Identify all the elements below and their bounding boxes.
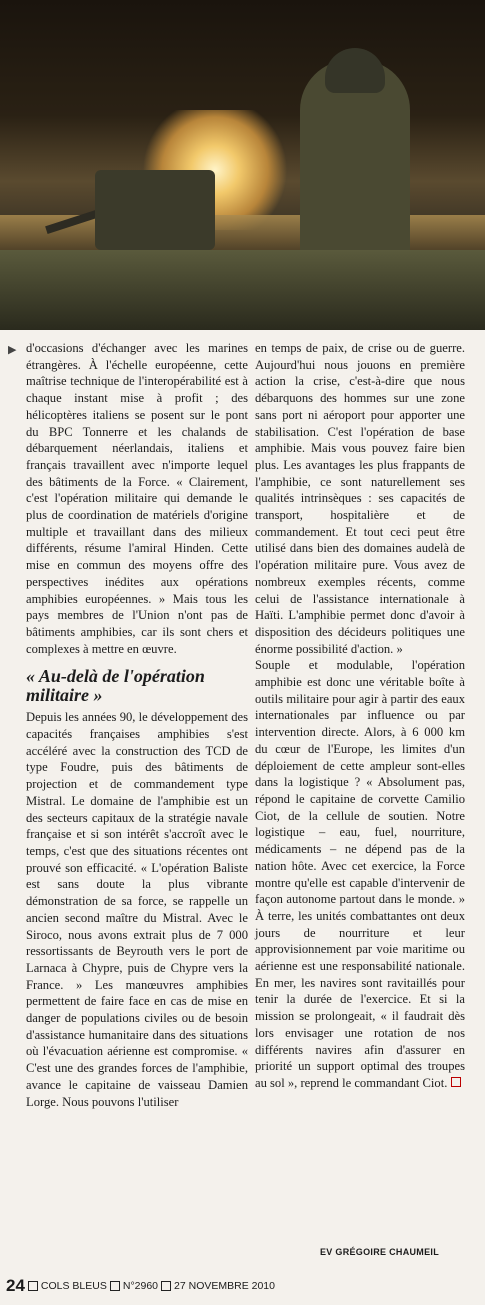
- article-paragraph: d'occasions d'échanger avec les marines étrangères. À l'échelle européenne, cette maîtrise technique de l'interopérabilité est à chaque instant mise à profit ; des hélicoptères italiens se posent sur le pont du BPC Tonnerre et les chalands de débarquement néerlandais, italiens et français travaillent avec n'importe lequel des bâtiments de la Force. « Clairement, c'est l'opération militaire qui demande le plus de coordination de matériels d'origine multiple et travaillant dans des milieux différents, résume l'amiral Hinden. Cette mise en commun des moyens offre des perspectives inédites aux opérations amphibies européennes. » Mais tous les pays membres de l'Union n'ont pas de bâtiments amphibies, car ils sont chers et complexes à mettre en œuvre.: [26, 341, 248, 656]
- square-icon: [28, 1281, 38, 1291]
- issue-date: 27 NOVEMBRE 2010: [174, 1280, 275, 1292]
- end-square-icon: [451, 1077, 461, 1087]
- article-column-right: [255, 340, 465, 1092]
- article-paragraph-text: Souple et modulable, l'opération amphibie est donc une véritable boîte à outils militaire pour agir à partir des eaux internationales par influence ou par intervention directe. Alors, à 6 000 km du cœur de l'Europe, les limites d'un déploiement de cette ampleur sont-elles dans la logistique ? « Absolument pas, répond le capitaine de corvette Camilio Ciot, de la cellule de soutien. Notre logistique – eau, fuel, nourriture, médicaments – ne dépend pas de la nation hôte. Avec cet exercice, la Force montre qu'elle est capable d'intervenir de façon autonome partout dans le monde. » À terre, les unités combattantes ont deux jours de nourriture et leur approvisionnement par voie maritime ou aérienne est une responsabilité nationale. En mer, les navires sont ravitaillés pour tenir la durée de l'exercice. Et si la mission se prolongeait, « il faudrait dès lors envisager une rotation de nos différents navires afin d'assurer en priorité un support optimal des troupes au sol », reprend le commandant Ciot.: [255, 658, 465, 1090]
- header-photo: [0, 0, 485, 330]
- article-subhead: « Au-delà de l'opération militaire »: [26, 666, 205, 706]
- article-paragraph: [255, 657, 465, 1091]
- page-footer: [6, 1276, 275, 1296]
- triangle-arrow-icon: ▶: [8, 343, 17, 356]
- author-byline: EV GRÉGOIRE CHAUMEIL: [320, 1247, 440, 1257]
- gun-mount: [95, 170, 215, 250]
- article-paragraph: en temps de paix, de crise ou de guerre. Aujourd'hui nous jouons en première action la crise, c'est-à-dire que nous débarquons des hommes sur une zone sans port ni aéroport pour apporter une stabilisation. C'est l'opération de base amphibie. Mais vous pouvez faire bien plus. Les avantages les plus frappants de l'amphibie, ce sont naturellement ses qualités intrinsèques : ses capacités de transport, hospitalière et de commandement. Et tout ceci peut être utilisé dans bien des domaines audelà de l'opération militaire pure. Vous avez de nombreux exemples récents, comme celui de l'assistance internationale à Haïti. L'amphibie permet donc d'avoir à disposition des décideurs politiques une énorme possibilité d'action. »: [255, 341, 465, 656]
- article-column-left: [26, 340, 248, 1110]
- square-icon: [161, 1281, 171, 1291]
- magazine-name: COLS BLEUS: [40, 1280, 107, 1292]
- issue-number: N°2960: [122, 1280, 159, 1292]
- page-number: 24: [6, 1276, 25, 1295]
- helmet-shape: [325, 48, 385, 93]
- vehicle-hull: [0, 250, 485, 330]
- square-icon: [110, 1281, 120, 1291]
- article-paragraph: Depuis les années 90, le développement des capacités françaises amphibies s'est accéléré avec la construction des TCD de type Foudre, puis des bâtiments de projection et de commandement type Mistral. Le domaine de l'amphibie est un des secteurs capitaux de la stratégie navale française et si son intérêt s'accroît avec le temps, c'est que des situations récentes ont prouvé son efficacité. « L'opération Baliste est sans doute la plus vibrante démonstration de sa force, se rappelle un ancien second maître du Mistral. Avec le Siroco, nous avons extrait plus de 7 000 ressortissants de Beyrouth vers le port de Larnaca à Chypre, puis de Chypre vers la France. » Les manœuvres amphibies permettent de faire face en cas de mise en danger de populations civiles ou de besoin d'assistance humanitaire dans des situations où l'évacuation aérienne est compromise. « C'est une des grandes forces de l'amphibie, avance le capitaine de vaisseau Damien Lorge. Nous pouvons l'utiliser: [26, 710, 248, 1109]
